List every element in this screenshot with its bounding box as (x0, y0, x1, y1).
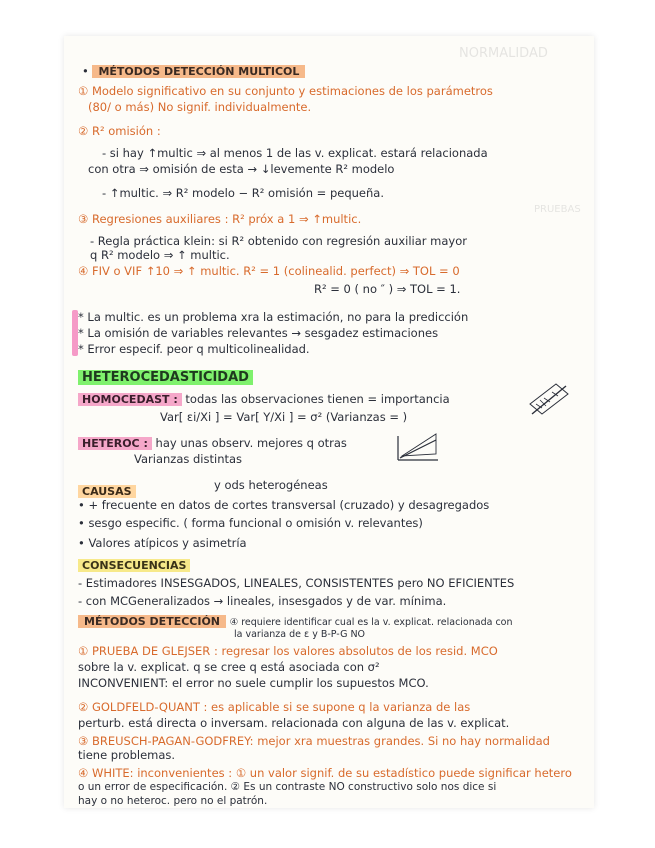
text-note: la varianza de ε y B-P-G NO (234, 629, 366, 640)
text-line: • Valores atípicos y asimetría (78, 536, 247, 550)
note-line: * La omisión de variables relevantes → sesgadez estimaciones (78, 326, 439, 340)
notebook-page (64, 36, 594, 808)
text-heter: hay unas observ. mejores q otras (155, 436, 347, 450)
text-line: Var[ εi/Xi ] = Var[ Y/Xi ] = σ² (Varianzas = ) (160, 410, 408, 424)
text-line: ④ FIV o VIF ↑10 ⇒ ↑ multic. R² = 1 (colinealid. perfect) ⇒ TOL = 0 (78, 264, 460, 278)
text-line: hay o no heteroc. pero no el patrón. (78, 795, 268, 807)
text-note: ④ requiere identificar cual es la v. explicat. relacionada con (229, 617, 513, 628)
label-homocedast: HOMOCEDAST : (78, 393, 182, 406)
text-line: con otra ⇒ omisión de esta → ↓levemente R² modelo (88, 162, 395, 176)
text-line-white: ④ WHITE: inconvenientes : ① un valor signif. de su estadístico puede significar hetero (78, 766, 572, 780)
homo-row (78, 392, 586, 407)
text-line: ① Modelo significativo en su conjunto y estimaciones de los parámetros (78, 84, 493, 98)
label-consecuencias: CONSECUENCIAS (78, 559, 190, 572)
text-line: R² = 0 ( no ″ ) ⇒ TOL = 1. (314, 282, 461, 296)
text-line-glejser: ① PRUEBA DE GLEJSER : regresar los valores absolutos de los resid. MCO (78, 644, 498, 658)
text-line: perturb. está directa o inversam. relacionada con alguna de las v. explicat. (78, 716, 510, 730)
text-line: - Regla práctica klein: si R² obtenido con regresión auxiliar mayor (90, 234, 467, 248)
note-line: * La multic. es un problema xra la estimación, no para la predicción (78, 310, 469, 324)
text-line: (80/ o más) No signif. individualmente. (88, 100, 312, 114)
text-line: o un error de especificación. ② Es un contraste NO constructivo solo nos dice si (78, 781, 497, 793)
ghost-text-normalidad: NORMALIDAD (459, 46, 548, 61)
text-line: - si hay ↑multic ⇒ al menos 1 de las v. explicat. estará relacionada (102, 146, 488, 160)
section-title-row: • MÉTODOS DETECCIÓN MULTICOL (78, 64, 586, 79)
label-causas: CAUSAS (78, 485, 136, 498)
text-line-breusch: ③ BREUSCH-PAGAN-GODFREY: mejor xra muestras grandes. Si no hay normalidad (78, 734, 550, 748)
text-line: Varianzas distintas (134, 452, 243, 466)
text-line: ③ Regresiones auxiliares : R² próx a 1 ⇒ ↑multic. (78, 212, 362, 226)
text-line: • + frecuente en datos de cortes transversal (cruzado) y desagregados (78, 498, 490, 512)
label-heteroc: HETEROC : (78, 437, 152, 450)
homoscedastic-sketch-icon (526, 382, 570, 418)
ghost-text-pruebas: PRUEBAS (534, 204, 581, 215)
text-line: sobre la v. explicat. q se cree q está asociada con σ² (78, 660, 380, 674)
text-line: q R² modelo ⇒ ↑ multic. (90, 248, 230, 262)
text-line: • sesgo especific. ( forma funcional o omisión v. relevantes) (78, 516, 423, 530)
text-line: - Estimadores INSESGADOS, LINEALES, CONSISTENTES pero NO EFICIENTES (78, 576, 515, 590)
causas-row (78, 484, 586, 499)
text-line: tiene problemas. (78, 748, 176, 762)
consecuencias-row (78, 558, 586, 573)
section-title-row (78, 368, 586, 387)
heteroscedastic-sketch-icon (394, 432, 440, 464)
label-metodos-deteccion: MÉTODOS DETECCIÓN (78, 615, 226, 628)
text-homo: todas las observaciones tienen = importancia (185, 392, 450, 406)
text-line: - ↑multic. ⇒ R² modelo − R² omisión = pequeña. (102, 186, 384, 200)
text-line: - con MCGeneralizados → lineales, insesgados y de var. mínima. (78, 594, 447, 608)
text-line: ② R² omisión : (78, 124, 161, 138)
text-line-goldfeld: ② GOLDFELD-QUANT : es aplicable si se supone q la varianza de las (78, 700, 471, 714)
text-line: y ods heterogéneas (214, 478, 328, 492)
heter-row (78, 436, 586, 451)
text-line: INCONVENIENT: el error no suele cumplir los supuestos MCO. (78, 676, 429, 690)
note-line: * Error especif. peor q multicolinealidad. (78, 342, 310, 356)
section-title-metodos: MÉTODOS DETECCIÓN MULTICOL (92, 65, 305, 78)
section-title-hetero: HETEROCEDASTICIDAD (78, 370, 253, 385)
